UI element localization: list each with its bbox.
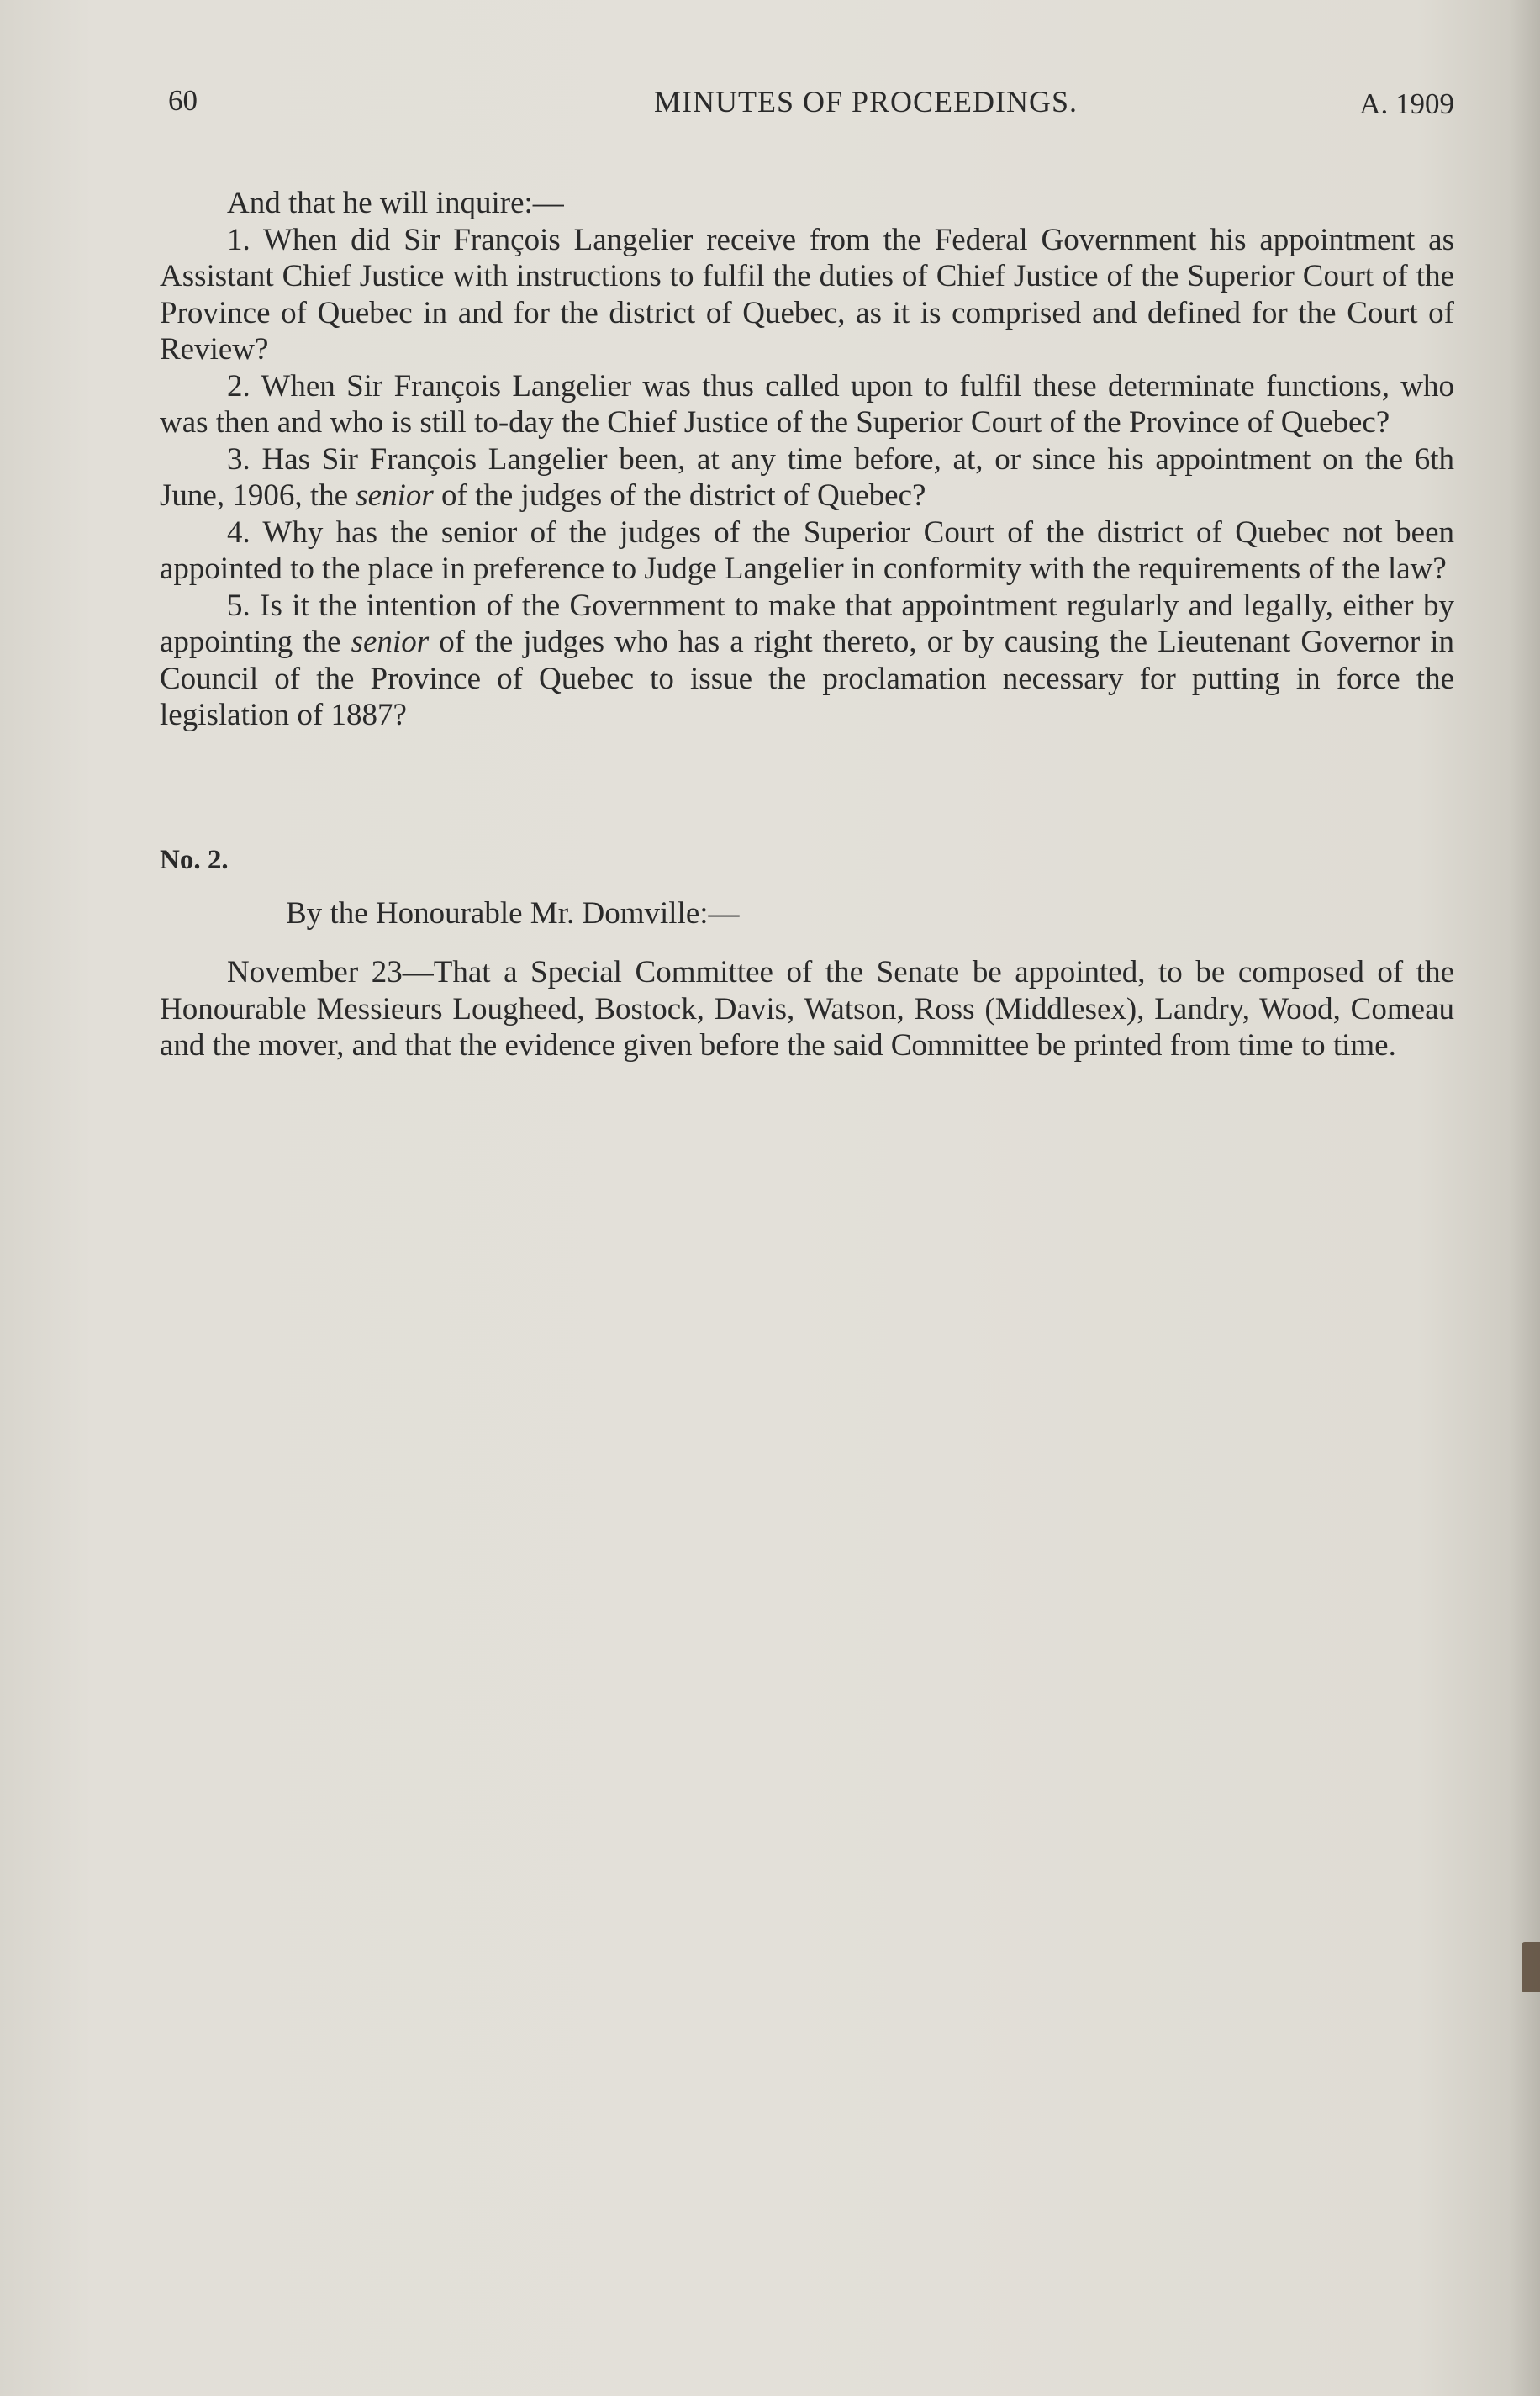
motion-number: No. 2. [160, 845, 229, 875]
question-5-text-before: 5. Is it the intention of the Government to make that appointment regularly and legally, either by appointing the [160, 588, 1454, 659]
motion-section [160, 954, 1454, 1064]
inquiry-intro: And that he will inquire:— [227, 186, 564, 220]
question-5 [160, 588, 1454, 734]
binding-edge-mark [1522, 1942, 1540, 1992]
question-5-text-after: of the judges who has a right thereto, or by causing the Lieutenant Governor in Council of the Province of Quebec to issue the proclamation necessary for putting in force the legislation of 1887? [160, 625, 1455, 732]
question-1: 1. When did Sir François Langelier receive from the Federal Government his appointment as Assistant Chief Justice with instructions to fulfil the duties of Chief Justice of the Superior Court of the Province of Quebec in and for the district of Quebec, as it is comprised and defined for the Court of Review? [160, 222, 1454, 367]
running-title: MINUTES OF PROCEEDINGS. [653, 85, 1079, 119]
question-3-text-before: 3. Has Sir François Langelier been, at any time before, at, or since his appointment on the 6th June, 1906, the [160, 441, 1454, 513]
motion-text: November 23—That a Special Committee of the Senate be appointed, to be composed of the Honourable Messieurs Lougheed, Bostock, Davis, Watson, Ross (Middlesex), Landry, Wood, Comeau and the mover, and that the evidence given before the said Committee be printed from time to time. [160, 955, 1454, 1063]
page-number: 60 [168, 84, 198, 117]
question-4: 4. Why has the senior of the judges of the Superior Court of the district of Quebec not been appointed to the place in preference to Judge Langelier in conformity with the requirements of the law? [160, 515, 1454, 586]
question-2: 2. When Sir François Langelier was thus called upon to fulfil these determinate functions, who was then and who is still to-day the Chief Justice of the Superior Court of the Province of Quebec? [160, 368, 1454, 440]
question-5-emphasis: senior [351, 625, 430, 659]
motion-mover: By the Honourable Mr. Domville:— [286, 896, 740, 931]
session-year: A. 1909 [1359, 87, 1454, 120]
question-3 [160, 441, 1454, 515]
question-3-text-after: of the judges of the district of Quebec? [433, 478, 926, 513]
page-header [168, 84, 1454, 126]
inquiry-section [160, 185, 1454, 734]
question-3-emphasis: senior [356, 478, 434, 513]
